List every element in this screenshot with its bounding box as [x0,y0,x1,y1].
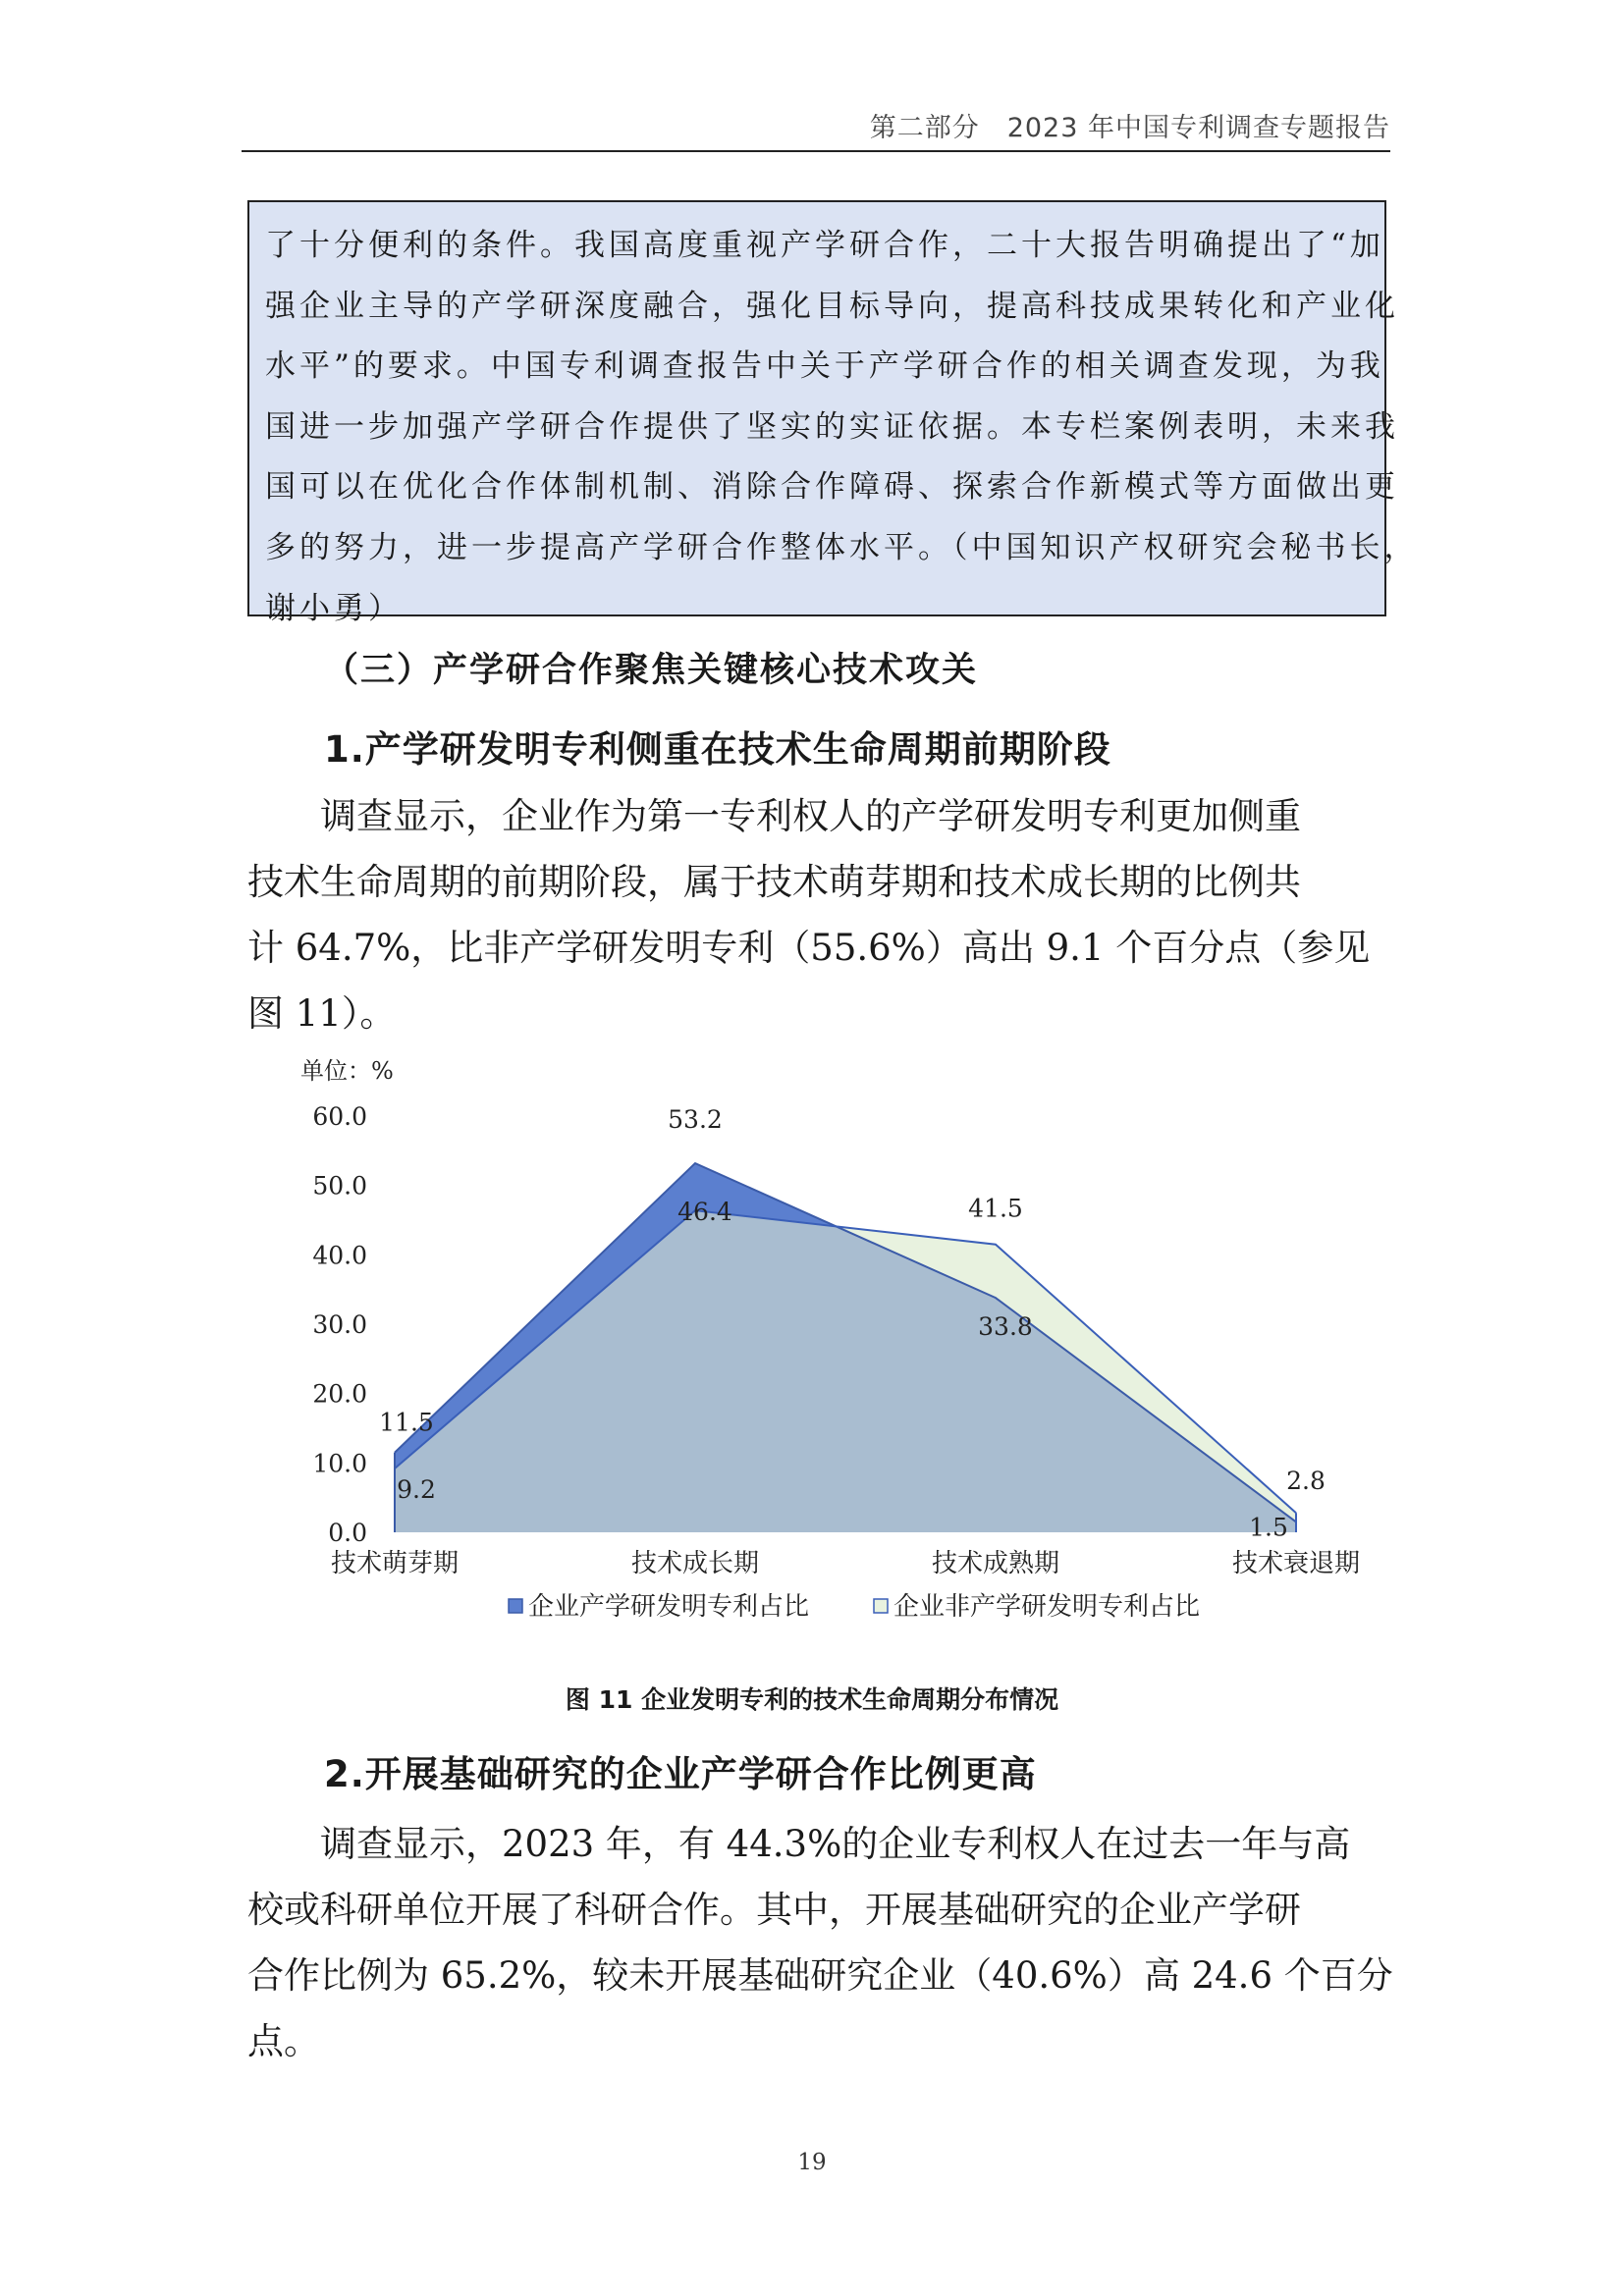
data-label-enterprise-non-iur: 46.4 [677,1198,732,1227]
y-tick-label: 50.0 [312,1171,367,1201]
box-line: 多的努力，进一步提高产学研合作整体水平。（中国知识产权研究会秘书长， [265,529,1419,565]
legend-label-enterprise-iur: 企业产学研发明专利占比 [528,1592,810,1622]
running-header: 第二部分 2023 年中国专利调查专题报告 [869,113,1390,143]
box-line: 国进一步加强产学研合作提供了坚实的实证依据。本专栏案例表明，未来我 [265,408,1399,445]
figure-11-chart [285,1055,1365,1654]
data-label-enterprise-iur: 11.5 [379,1408,434,1437]
x-tick-label: 技术成熟期 [931,1549,1060,1578]
data-label-enterprise-iur: 1.5 [1249,1513,1288,1542]
legend-label-enterprise-non-iur: 企业非产学研发明专利占比 [893,1592,1201,1622]
y-tick-label: 30.0 [312,1310,367,1339]
paragraph-line: 技术生命周期的前期阶段，属于技术萌芽期和技术成长期的比例共 [247,861,1301,903]
paragraph-line: 计 64.7%，比非产学研发明专利（55.6%）高出 9.1 个百分点（参见 [247,927,1371,969]
area-chart [285,1055,1365,1654]
paragraph-line: 点。 [247,2020,320,2062]
legend-swatch-enterprise-non-iur [874,1599,888,1613]
y-tick-label: 20.0 [312,1379,367,1409]
data-label-enterprise-iur: 53.2 [668,1105,723,1135]
y-tick-label: 0.0 [328,1519,367,1547]
subsection-1-heading: 1.产学研发明专利侧重在技术生命周期前期阶段 [324,728,1111,771]
y-tick-label: 40.0 [312,1241,367,1270]
data-label-enterprise-iur: 33.8 [978,1312,1033,1342]
box-line: 了十分便利的条件。我国高度重视产学研合作，二十大报告明确提出了“加 [265,228,1384,263]
box-line: 谢小勇） [265,590,403,626]
paragraph-line: 合作比例为 65.2%，较未开展基础研究企业（40.6%）高 24.6 个百分 [247,1954,1393,1997]
data-label-enterprise-non-iur: 41.5 [968,1194,1023,1223]
figure-caption: 图 11 企业发明专利的技术生命周期分布情况 [565,1685,1059,1714]
box-line: 水平”的要求。中国专利调查报告中关于产学研合作的相关调查发现，为我 [265,348,1384,385]
x-tick-label: 技术成长期 [630,1549,760,1578]
legend-swatch-enterprise-iur [509,1599,522,1613]
header-rule [242,150,1390,152]
subsection-2-heading: 2.开展基础研究的企业产学研合作比例更高 [324,1753,1037,1795]
x-tick-label: 技术衰退期 [1231,1549,1361,1578]
y-tick-label: 60.0 [312,1102,367,1131]
column-box [247,200,1419,626]
box-line: 国可以在优化合作体制机制、消除合作障碍、探索合作新模式等方面做出更 [265,469,1399,506]
x-tick-label: 技术萌芽期 [330,1549,460,1578]
box-line: 强企业主导的产学研深度融合，强化目标导向，提高科技成果转化和产业化 [265,288,1399,324]
page-number: 19 [797,2150,827,2175]
paragraph-line: 图 11）。 [247,992,397,1035]
data-label-enterprise-non-iur: 2.8 [1286,1467,1326,1496]
unit-label: 单位：% [300,1057,394,1085]
y-tick-label: 10.0 [312,1449,367,1478]
series-overlap-area [395,1210,1296,1532]
paragraph-line: 校或科研单位开展了科研合作。其中，开展基础研究的企业产学研 [247,1889,1301,1931]
paragraph-line: 调查显示，企业作为第一专利权人的产学研发明专利更加侧重 [247,795,1301,837]
subsection-2-paragraph [247,1811,1393,2074]
subsection-1-paragraph [247,783,1386,1046]
paragraph-line: 调查显示，2023 年，有 44.3%的企业专利权人在过去一年与高 [247,1823,1351,1865]
section-heading: （三）产学研合作聚焦关键核心技术攻关 [324,651,979,690]
data-label-enterprise-non-iur: 9.2 [397,1474,436,1504]
